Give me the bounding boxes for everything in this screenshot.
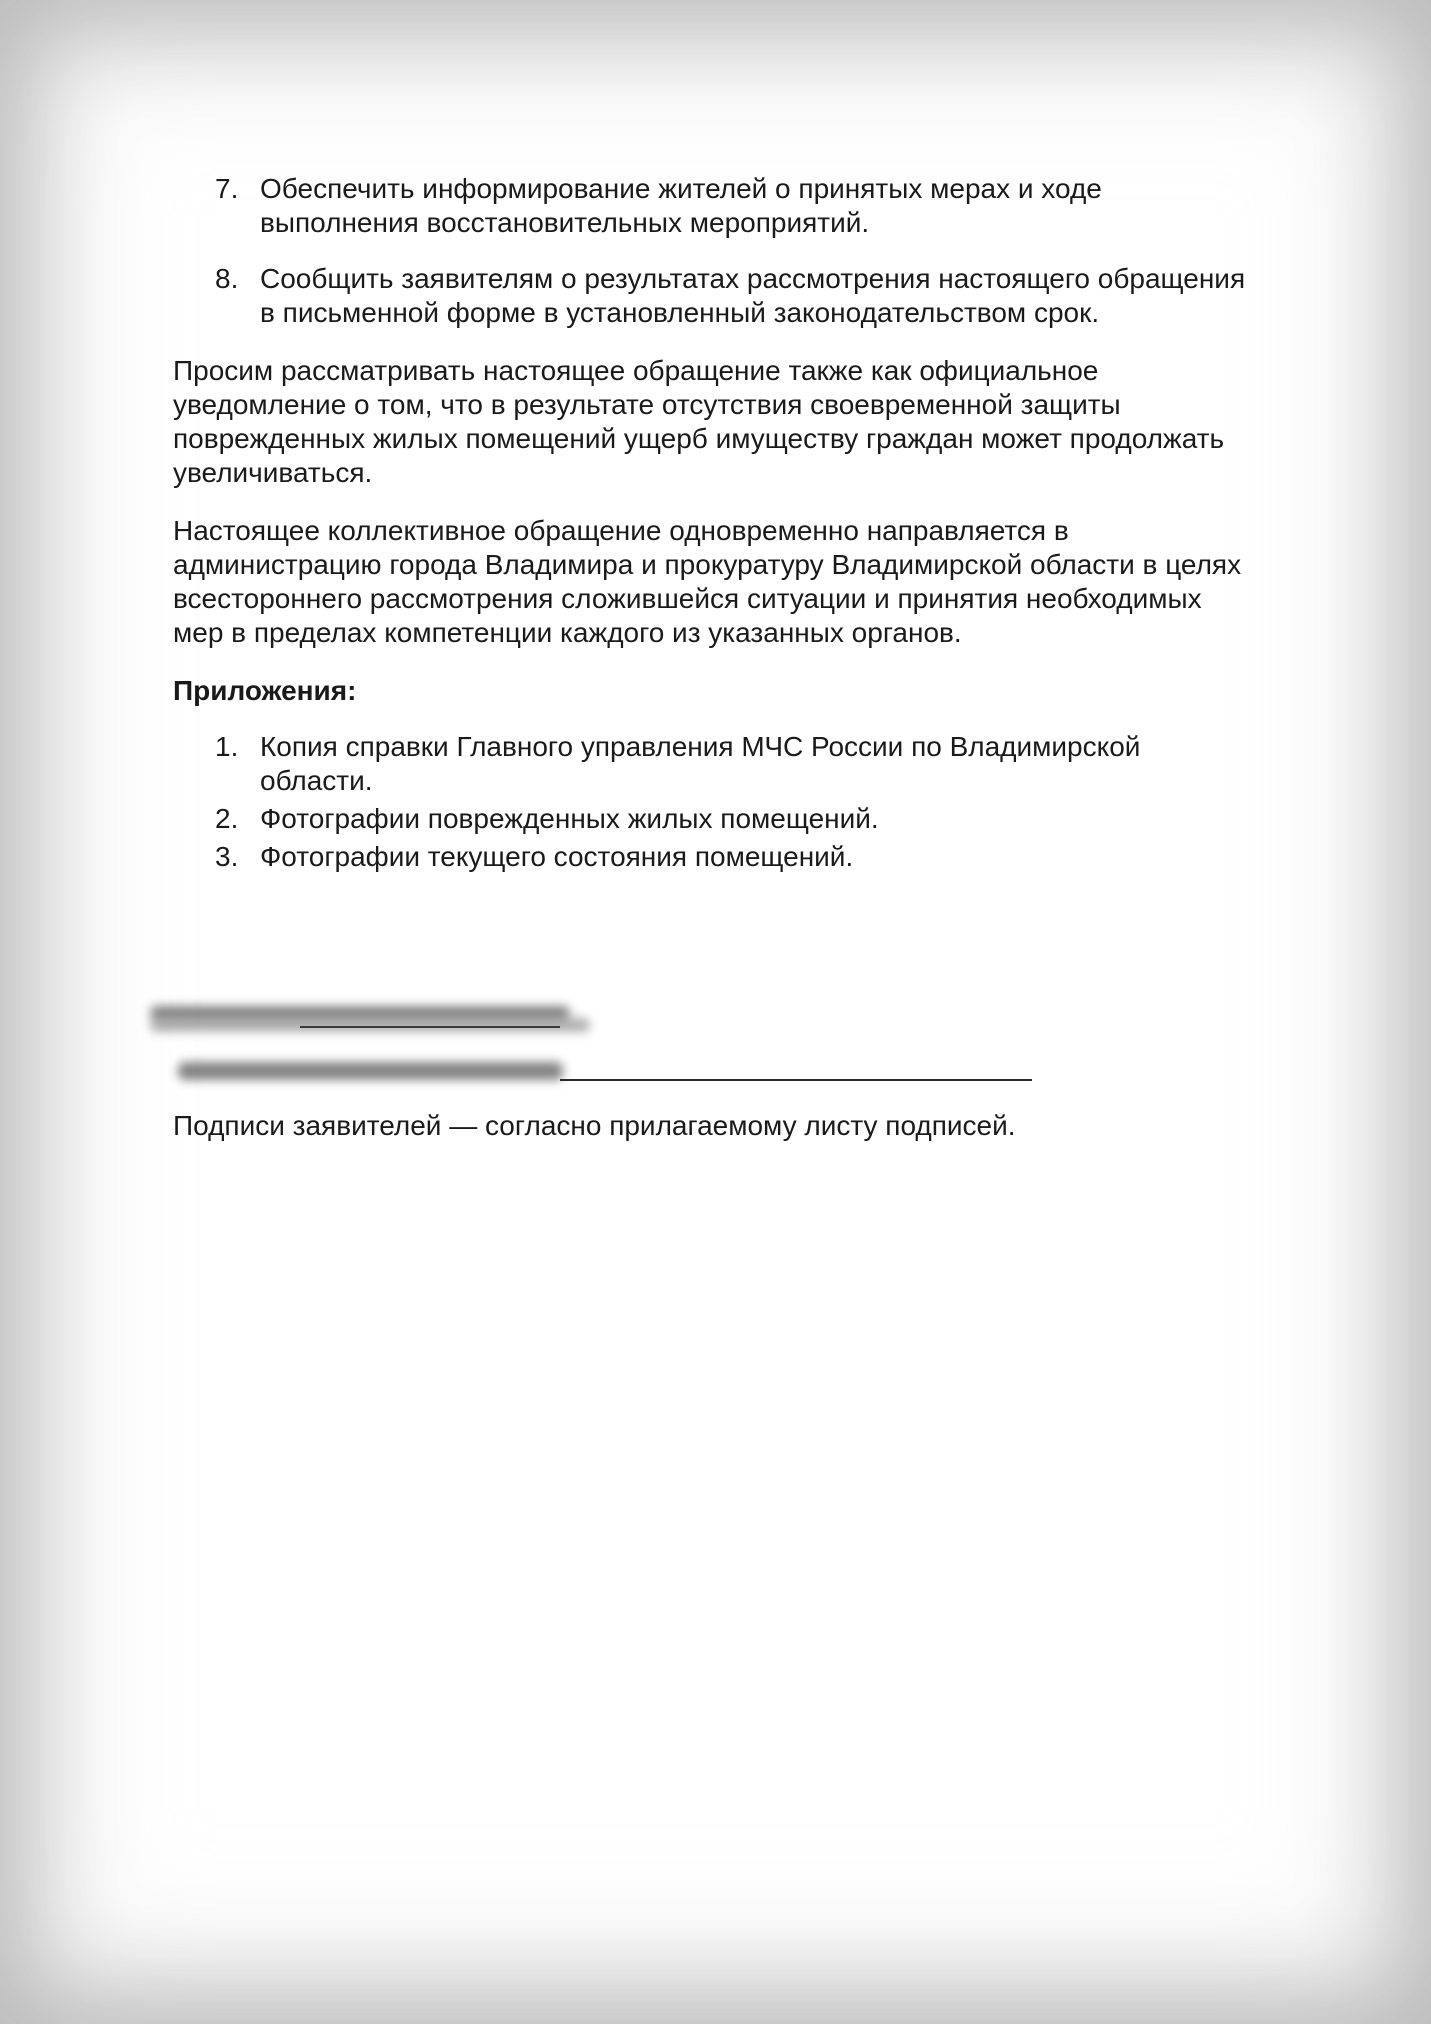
list-item-number: 3.	[215, 841, 239, 872]
list-item-text: Копия справки Главного управления МЧС России по Владимирской области.	[260, 731, 1141, 796]
redacted-text	[150, 1018, 590, 1032]
list-item	[173, 840, 1253, 874]
list-item-text: Сообщить заявителям о результатах рассмотрения настоящего обращения в письменной форме в установленный законодательством срок.	[260, 263, 1246, 328]
redacted-text	[178, 1062, 563, 1080]
paragraph-notice: Просим рассматривать настоящее обращение также как официальное уведомление о том, что в результате отсутствия своевременной защиты поврежденных жилых помещений ущерб имуществу граждан может продолжать увеличиваться.	[173, 355, 1225, 488]
signature-line	[560, 1079, 1032, 1081]
list-item-number: 7.	[215, 173, 239, 204]
list-item	[173, 730, 1253, 798]
signature-line	[300, 1026, 560, 1028]
appendices-heading: Приложения:	[173, 675, 357, 706]
signatures-note: Подписи заявителей — согласно прилагаемому листу подписей.	[173, 1110, 1016, 1141]
list-item-number: 1.	[215, 731, 239, 762]
appendices-list	[173, 730, 1253, 874]
list-item	[173, 262, 1253, 330]
list-item	[173, 172, 1253, 240]
list-item-text: Обеспечить информирование жителей о принятых мерах и ходе выполнения восстановительных мероприятий.	[260, 173, 1102, 238]
list-item	[173, 802, 1253, 836]
list-item-number: 2.	[215, 803, 239, 834]
paragraph-distribution: Настоящее коллективное обращение одновременно направляется в администрацию города Владимира и прокуратуру Владимирской области в целях всестороннего рассмотрения сложившейся ситуации и принятия необходимых мер в пределах компетенции каждого из указанных органов.	[173, 515, 1242, 648]
list-item-text: Фотографии текущего состояния помещений.	[260, 841, 854, 872]
list-item-number: 8.	[215, 263, 239, 294]
requests-list	[173, 172, 1253, 330]
list-item-text: Фотографии поврежденных жилых помещений.	[260, 803, 879, 834]
document-body	[173, 172, 1253, 878]
